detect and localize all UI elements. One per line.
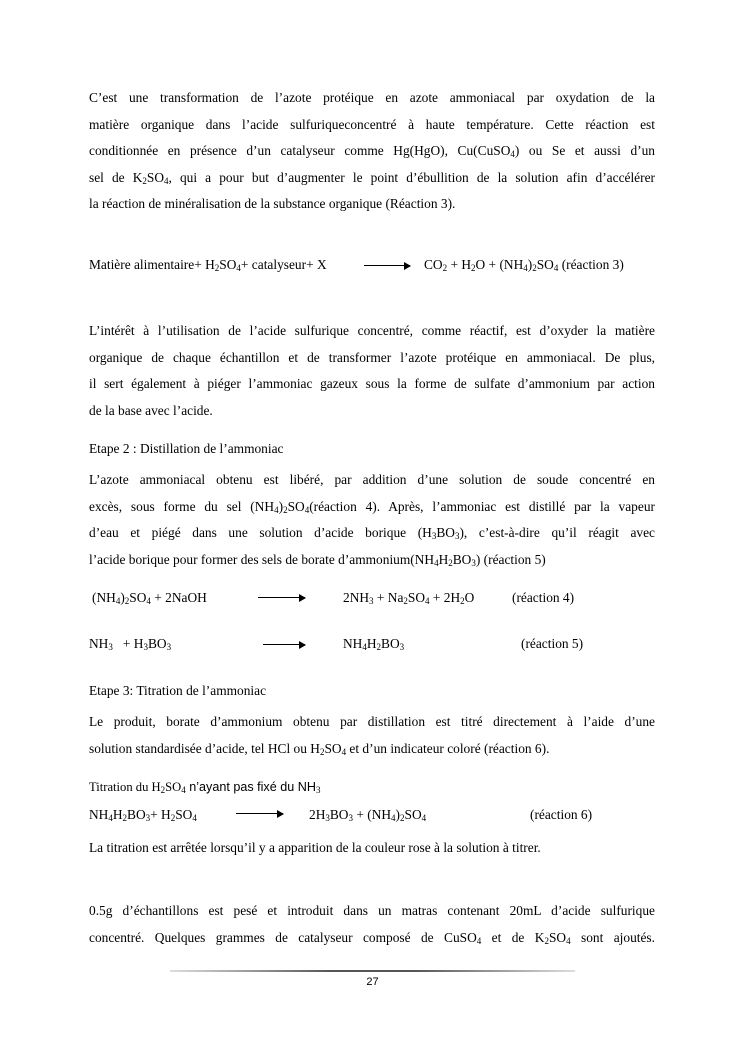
page-number: 27: [366, 976, 379, 988]
text-line: conditionnée en présence d’un catalyseur comme Hg(HgO), Cu(CuSO$_4$) ou Se et aussi d’un: [89, 143, 655, 159]
titration-note: Titration du $H_2SO_4$ n’ayant pas fixé du $NH_3$: [89, 780, 321, 795]
reaction-6-products: $2H_3BO_3 + (NH_4)_2SO_4$: [309, 807, 427, 823]
reaction-3-reactants: Matière alimentaire+ $H_2SO_4+$ catalyseur+ X: [89, 257, 327, 273]
footer-divider: [170, 970, 575, 972]
text-line: solution standardisée d’acide, tel HCl ou $H_2SO_4$ et d’un indicateur coloré (réaction 6).: [89, 740, 550, 757]
reaction-5-products: $NH_4H_2BO_3$: [343, 636, 405, 652]
paragraph-titration: [89, 709, 655, 762]
paragraph-digestion-intro: [89, 85, 655, 218]
heading-etape-3: Etape 3: Titration de l’ammoniac: [89, 683, 267, 698]
reaction-4-products: $2NH_3 + Na_2SO_4 + 2H_2O$: [343, 590, 475, 606]
reaction-arrow: [263, 644, 305, 645]
text-line: l’acide borique pour former des sels de borate $d’ammonium(NH_4H_2BO_3)$ (réaction 5): [89, 551, 546, 568]
text-line: C’est une transformation de l’azote protéique en azote ammoniacal par oxydation de la: [89, 90, 655, 105]
text-line: il sert également à piéger l’ammoniac gazeux sous la forme de sulfate d’ammonium par action: [89, 376, 655, 391]
text-line: 0.5g d’échantillons est pesé et introduit dans un matras contenant 20mL d’acide sulfurique: [89, 903, 655, 918]
text-line: la réaction de minéralisation de la substance organique (Réaction 3).: [89, 196, 456, 211]
text-line: d’eau et piégé dans une solution d’acide borique $(H_3BO_3)$, c’est-à-dire qu’il réagit avec: [89, 525, 655, 541]
text-line: L’intérêt à l’utilisation de l’acide sulfurique concentré, comme réactif, est d’oxyder la matière: [89, 323, 655, 338]
reaction-3-products: $CO_2 + H_2O + (NH_4)_2SO_4$ (réaction 3): [424, 257, 624, 273]
text-line: L’azote ammoniacal obtenu est libéré, par addition d’une solution de soude concentré en: [89, 472, 655, 487]
text-line: sel de $K_2SO_4$, qui a pour but d’augmenter le point d’ébullition de la solution afin d’accélérer: [89, 169, 655, 186]
reaction-5-reactants: $NH_3 + H_3BO_3$: [89, 636, 172, 652]
text-line: Le produit, borate d’ammonium obtenu par distillation est titré directement à l’aide d’une: [89, 714, 655, 729]
text-line: excès, sous forme du sel $(NH_4)_2SO_4(réaction$ 4). Après, l’ammoniac est distillé par la vapeur: [89, 498, 655, 515]
paragraph-distillation: [89, 467, 655, 573]
paragraph-sulfuric-acid-role: [89, 318, 655, 424]
reaction-6-label: (réaction 6): [530, 807, 593, 822]
reaction-5-label: (réaction 5): [521, 636, 584, 651]
text-line: matière organique dans l’acide sulfuriqueconcentré à haute température. Cette réaction est: [89, 116, 655, 132]
paragraph-sample-prep: [89, 898, 655, 951]
heading-etape-2: Etape 2 : Distillation de l’ammoniac: [89, 441, 284, 456]
reaction-6-reactants: $NH_4H_2BO_3+ H_2SO_4$: [89, 807, 197, 823]
reaction-arrow: [236, 813, 283, 814]
titration-end-text: La titration est arrêtée lorsqu’il y a apparition de la couleur rose à la solution à titrer.: [89, 840, 541, 855]
text-line: de la base avec l’acide.: [89, 402, 213, 418]
text-line: concentré. Quelques grammes de catalyseur composé de CuSO$_4$ et de $K_2SO_4$ sont ajoutés.: [89, 929, 655, 946]
text-line: organique de chaque échantillon et de transformer l’azote protéique en ammoniacal. De plus,: [89, 349, 655, 365]
reaction-4-label: (réaction 4): [512, 590, 575, 605]
reaction-arrow: [364, 265, 410, 266]
reaction-4-reactants: $(NH_4)_2SO_4$ + 2NaOH: [92, 590, 207, 606]
reaction-arrow: [258, 597, 305, 598]
